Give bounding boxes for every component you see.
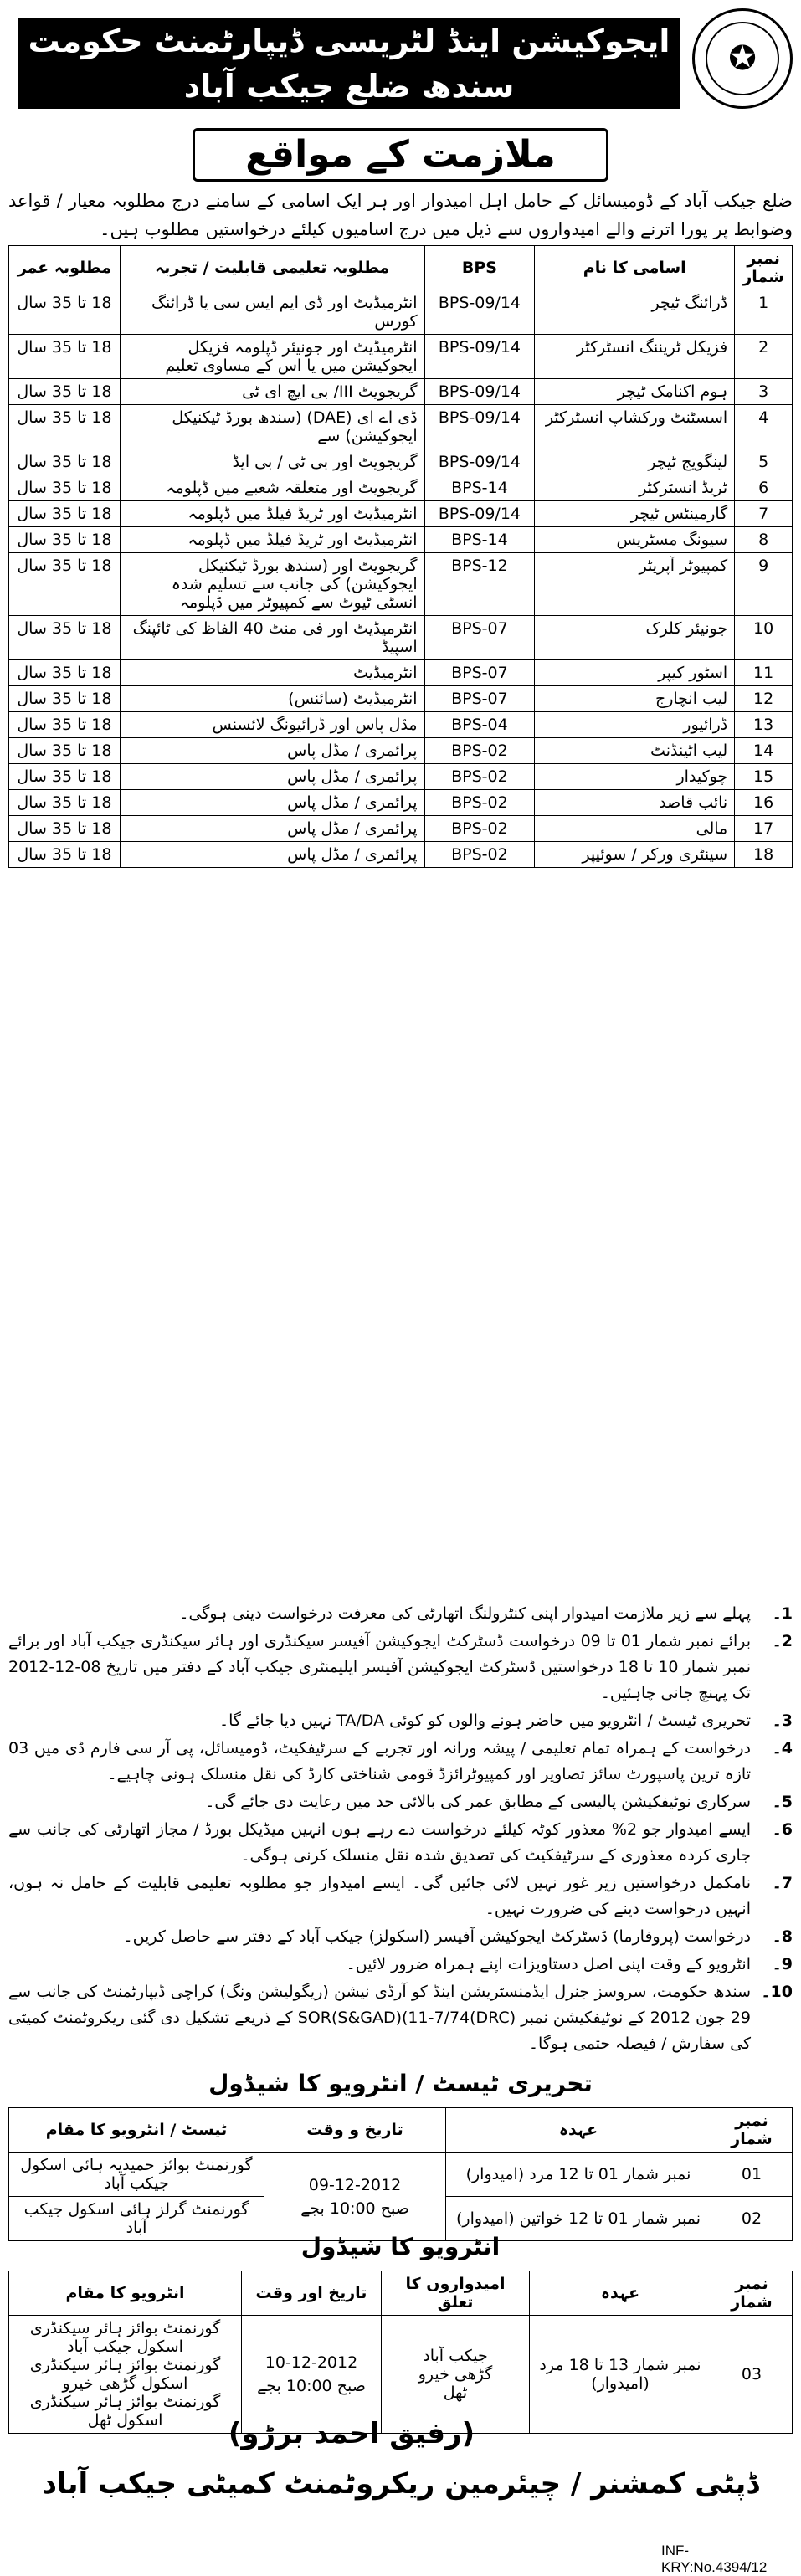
- interview-header-venue: انٹرویو کا مقام: [9, 2271, 242, 2316]
- job-name: اسسٹنٹ ورکشاپ انسٹرکٹر: [535, 405, 735, 449]
- job-name: نائب قاصد: [535, 790, 735, 816]
- job-no: 8: [735, 527, 793, 553]
- job-no: 4: [735, 405, 793, 449]
- job-age: 18 تا 35 سال: [9, 335, 121, 379]
- signatory-name: (رفیق احمد برڑو): [228, 2417, 475, 2450]
- job-bps: BPS-04: [424, 712, 535, 738]
- job-qualification: ڈی اے ای (DAE) (سندھ بورڈ ٹیکنیکل ایجوکیشن) سے: [120, 405, 424, 449]
- job-age: 18 تا 35 سال: [9, 816, 121, 842]
- table-row: [9, 2316, 793, 2434]
- condition-number: 2۔: [772, 1632, 793, 1650]
- venue-item: گورنمنٹ بوائز ہائر سیکنڈری اسکول جیکب آباد: [29, 2319, 221, 2356]
- table-row: [9, 405, 793, 449]
- job-qualification: گریجویٹ اور (سندھ بورڈ ٹیکنیکل ایجوکیشن) کی جانب سے تسلیم شدہ انسٹی ٹیوٹ سے کمپیوٹر میں ڈپلومہ: [120, 553, 424, 616]
- job-age: 18 تا 35 سال: [9, 660, 121, 686]
- intro-text: ضلع جیکب آباد کے ڈومیسائل کے حامل اہل امیدوار اور ہر ایک اسامی کے سامنے درج مطلوبہ معیار / قواعد وضوابط پر پورا اترنے والے امیدواروں سے ذیل میں درج اسامیوں کیلئے درخواستیں مطلوب ہیں۔: [8, 191, 793, 239]
- condition-text: درخواست کے ہمراہ تمام تعلیمی / پیشہ ورانہ اور تجربے کے سرٹیفکیٹ، ڈومیسائل، پی آر سی فارم ڈی میں 03 تازہ ترین پاسپورٹ سائز تصاویر اور کمپیوٹرائزڈ قومی شناختی کارڈ کی نقل منسلک ہونی چاہیے۔: [8, 1739, 751, 1783]
- job-bps: BPS-14: [424, 475, 535, 501]
- job-no: 2: [735, 335, 793, 379]
- condition-number: 5۔: [772, 1793, 793, 1811]
- job-qualification: گریجویٹ اور بی ٹی / بی ایڈ: [120, 449, 424, 475]
- job-bps: BPS-09/14: [424, 405, 535, 449]
- test-header-venue: ٹیسٹ / انٹرویو کا مقام: [9, 2108, 264, 2153]
- interview-row-venues: [9, 2316, 242, 2434]
- header-age: مطلوبہ عمر: [9, 246, 121, 290]
- table-row: [9, 335, 793, 379]
- table-row: [9, 842, 793, 868]
- job-bps: BPS-14: [424, 527, 535, 553]
- job-qualification: پرائمری / مڈل پاس: [120, 816, 424, 842]
- job-qualification: انٹرمیڈیٹ اور ڈی ایم ایس سی یا ڈرائنگ کورس: [120, 290, 424, 335]
- job-age: 18 تا 35 سال: [9, 712, 121, 738]
- job-age: 18 تا 35 سال: [9, 738, 121, 764]
- condition-number: 3۔: [772, 1711, 793, 1730]
- test-header-date: تاریخ و وقت: [264, 2108, 446, 2153]
- job-age: 18 تا 35 سال: [9, 449, 121, 475]
- test-row-datetime: [264, 2153, 446, 2241]
- job-no: 17: [735, 816, 793, 842]
- condition-text: درخواست (پروفارما) ڈسٹرکٹ ایجوکیشن آفیسر (اسکولز) جیکب آباد کے دفتر سے حاصل کریں۔: [123, 1927, 751, 1946]
- table-row: [9, 738, 793, 764]
- relation-item: ٹھل: [443, 2384, 468, 2402]
- job-bps: BPS-07: [424, 686, 535, 712]
- banner-wrap: [8, 128, 793, 178]
- test-date: 09-12-2012: [308, 2175, 402, 2194]
- jobs-banner: ملازمت کے مواقع: [193, 128, 608, 182]
- condition-text: ایسے امیدوار جو 2% معذور کوٹہ کیلئے درخواست دے رہے ہوں انہیں میڈیکل بورڈ / مجاز اتھارٹی کی جانب سے جاری کردہ معذوری کے سرٹیفکیٹ کی تصدیق شدہ نقل منسلک کرنی ہوگی۔: [8, 1820, 751, 1865]
- test-header-post: عہدہ: [446, 2108, 711, 2153]
- job-bps: BPS-09/14: [424, 501, 535, 527]
- job-age: 18 تا 35 سال: [9, 379, 121, 405]
- interview-date: 10-12-2012: [264, 2353, 358, 2372]
- header: [8, 7, 793, 124]
- condition-number: 4۔: [772, 1739, 793, 1758]
- job-qualification: گریجویٹ اور متعلقہ شعبے میں ڈپلومہ: [120, 475, 424, 501]
- department-title: ایجوکیشن اینڈ لٹریسی ڈیپارٹمنٹ حکومت سندھ ضلع جیکب آباد: [18, 18, 680, 109]
- table-row: [9, 379, 793, 405]
- job-no: 3: [735, 379, 793, 405]
- advertisement-page: [8, 7, 793, 2575]
- interview-header-post: عہدہ: [530, 2271, 711, 2316]
- job-name: ڈرائیور: [535, 712, 735, 738]
- condition-text: برائے نمبر شمار 01 تا 09 درخواست ڈسٹرکٹ ایجوکیشن آفیسر سیکنڈری اور ہائر سیکنڈری جیکب آباد اور برائے نمبر شمار 10 تا 18 درخواستیں ڈسٹرکٹ ایجوکیشن آفیسر ایلیمنٹری جیکب آباد کے دفتر میں تاریخ 08-12-2012 تک پہنچ جانی چاہئیں۔: [8, 1632, 752, 1702]
- table-row: [9, 527, 793, 553]
- interview-row-relations: [382, 2316, 530, 2434]
- condition-item: [8, 1817, 793, 1869]
- test-row-post: نمبر شمار 01 تا 12 خواتین (امیدوار): [446, 2197, 711, 2241]
- condition-text: تحریری ٹیسٹ / انٹرویو میں حاضر ہونے والوں کو کوئی TA/DA نہیں دیا جائے گا۔: [219, 1711, 751, 1730]
- relation-item: گڑھی خیرو: [418, 2365, 493, 2384]
- interview-row-no: 03: [711, 2316, 793, 2434]
- header-name: اسامی کا نام: [535, 246, 735, 290]
- condition-number: 10۔: [761, 1983, 793, 2001]
- test-row-venue: گورنمنٹ بوائز حمیدیہ ہائی اسکول جیکب آباد: [9, 2153, 264, 2197]
- test-schedule-table: [8, 2107, 793, 2241]
- condition-item: [8, 1708, 793, 1734]
- interview-schedule-title: انٹرویو کا شیڈول: [300, 2233, 501, 2260]
- job-no: 5: [735, 449, 793, 475]
- condition-number: 8۔: [772, 1927, 793, 1946]
- condition-text: انٹرویو کے وقت اپنی اصل دستاویزات اپنے ہمراہ ضرور لائیں۔: [346, 1955, 751, 1973]
- condition-item: [8, 1924, 793, 1950]
- job-bps: BPS-09/14: [424, 290, 535, 335]
- job-qualification: انٹرمیڈیٹ اور فی منٹ 40 الفاظ کی ٹائپنگ اسپیڈ: [120, 616, 424, 660]
- condition-number: 9۔: [772, 1955, 793, 1973]
- job-no: 13: [735, 712, 793, 738]
- test-row-post: نمبر شمار 01 تا 12 مرد (امیدوار): [446, 2153, 711, 2197]
- condition-text: نامکمل درخواستیں زیر غور نہیں لائی جائیں گی۔ ایسے امیدوار جو مطلوبہ تعلیمی قابلیت کے حامل نہ ہوں، انہیں درخواست دینے کی ضرورت نہیں۔: [8, 1874, 751, 1918]
- job-name: سینٹری ورکر / سوئیپر: [535, 842, 735, 868]
- job-qualification: پرائمری / مڈل پاس: [120, 764, 424, 790]
- interview-schedule-header-row: [9, 2271, 793, 2316]
- condition-item: [8, 1979, 793, 2057]
- jobs-table: [8, 245, 793, 868]
- job-name: لیب انچارج: [535, 686, 735, 712]
- job-age: 18 تا 35 سال: [9, 616, 121, 660]
- table-row: [9, 712, 793, 738]
- header-no: نمبر شمار: [735, 246, 793, 290]
- relation-item: جیکب آباد: [423, 2347, 488, 2365]
- condition-item: [8, 1629, 793, 1706]
- job-qualification: انٹرمیڈیٹ اور جونیئر ڈپلومہ فزیکل ایجوکیشن میں یا اس کے مساوی تعلیم: [120, 335, 424, 379]
- test-header-no: نمبر شمار: [711, 2108, 793, 2153]
- job-name: فزیکل ٹریننگ انسٹرکٹر: [535, 335, 735, 379]
- test-row-no: 02: [711, 2197, 793, 2241]
- job-name: کمپیوٹر آپریٹر: [535, 553, 735, 616]
- job-bps: BPS-09/14: [424, 335, 535, 379]
- condition-item: [8, 1601, 793, 1627]
- job-age: 18 تا 35 سال: [9, 405, 121, 449]
- condition-text: سرکاری نوٹیفکیشن پالیسی کے مطابق عمر کی بالائی حد میں رعایت دی جائے گی۔: [205, 1793, 751, 1811]
- job-no: 18: [735, 842, 793, 868]
- interview-header-date: تاریخ اور وقت: [242, 2271, 382, 2316]
- test-schedule-header-row: [9, 2108, 793, 2153]
- job-name: لینگویج ٹیچر: [535, 449, 735, 475]
- test-time: صبح 10:00 بجے: [300, 2199, 409, 2218]
- header-bps: BPS: [424, 246, 535, 290]
- jobs-body: [9, 290, 793, 868]
- job-bps: BPS-12: [424, 553, 535, 616]
- job-age: 18 تا 35 سال: [9, 790, 121, 816]
- job-qualification: انٹرمیڈیٹ اور ٹریڈ فیلڈ میں ڈپلومہ: [120, 527, 424, 553]
- job-no: 9: [735, 553, 793, 616]
- interview-schedule-table: [8, 2271, 793, 2434]
- table-row: [9, 764, 793, 790]
- condition-text: پہلے سے زیر ملازمت امیدوار اپنی کنٹرولنگ اتھارٹی کی معرفت درخواست دینی ہوگی۔: [179, 1604, 751, 1623]
- test-schedule-title: تحریری ٹیسٹ / انٹرویو کا شیڈول: [208, 2070, 593, 2097]
- job-no: 1: [735, 290, 793, 335]
- job-name: مالی: [535, 816, 735, 842]
- job-qualification: انٹرمیڈیٹ (سائنس): [120, 686, 424, 712]
- table-row: [9, 553, 793, 616]
- job-no: 11: [735, 660, 793, 686]
- job-qualification: گریجویٹ III/ بی ایچ ای ٹی: [120, 379, 424, 405]
- interview-header-no: نمبر شمار: [711, 2271, 793, 2316]
- job-bps: BPS-02: [424, 764, 535, 790]
- table-row: [9, 2153, 793, 2197]
- table-row: [9, 290, 793, 335]
- job-qualification: مڈل پاس اور ڈرائیونگ لائسنس: [120, 712, 424, 738]
- job-name: اسٹور کیپر: [535, 660, 735, 686]
- job-no: 14: [735, 738, 793, 764]
- job-bps: BPS-02: [424, 842, 535, 868]
- interview-time: صبح 10:00 بجے: [257, 2377, 366, 2395]
- table-row: [9, 816, 793, 842]
- job-bps: BPS-07: [424, 616, 535, 660]
- job-name: سیونگ مسٹریس: [535, 527, 735, 553]
- job-no: 15: [735, 764, 793, 790]
- interview-header-relation: امیدواروں کا تعلق: [382, 2271, 530, 2316]
- job-no: 16: [735, 790, 793, 816]
- condition-item: [8, 1870, 793, 1922]
- signatory-designation: ڈپٹی کمشنر / چیئرمین ریکروٹمنٹ کمیٹی جیکب آباد: [42, 2467, 759, 2501]
- job-bps: BPS-02: [424, 816, 535, 842]
- reference-number: INF-KRY:No.4394/12: [661, 2543, 768, 2575]
- jobs-header-row: [9, 246, 793, 290]
- condition-item: [8, 1736, 793, 1788]
- job-age: 18 تا 35 سال: [9, 842, 121, 868]
- conditions-list: [8, 1601, 793, 2059]
- condition-item: [8, 1952, 793, 1978]
- job-bps: BPS-02: [424, 738, 535, 764]
- job-qualification: پرائمری / مڈل پاس: [120, 738, 424, 764]
- job-name: ڈرائنگ ٹیچر: [535, 290, 735, 335]
- job-name: چوکیدار: [535, 764, 735, 790]
- table-row: [9, 686, 793, 712]
- job-name: جونیئر کلرک: [535, 616, 735, 660]
- job-name: ٹریڈ انسٹرکٹر: [535, 475, 735, 501]
- job-name: ہوم اکنامک ٹیچر: [535, 379, 735, 405]
- condition-number: 7۔: [772, 1874, 793, 1892]
- job-bps: BPS-07: [424, 660, 535, 686]
- test-row-no: 01: [711, 2153, 793, 2197]
- condition-item: [8, 1789, 793, 1815]
- job-age: 18 تا 35 سال: [9, 501, 121, 527]
- job-no: 6: [735, 475, 793, 501]
- job-age: 18 تا 35 سال: [9, 764, 121, 790]
- interview-row-datetime: [242, 2316, 382, 2434]
- table-row: [9, 475, 793, 501]
- job-age: 18 تا 35 سال: [9, 290, 121, 335]
- condition-number: 6۔: [772, 1820, 793, 1839]
- table-row: [9, 616, 793, 660]
- job-no: 12: [735, 686, 793, 712]
- interview-row-post: نمبر شمار 13 تا 18 مرد (امیدوار): [530, 2316, 711, 2434]
- job-age: 18 تا 35 سال: [9, 527, 121, 553]
- job-name: گارمینٹس ٹیچر: [535, 501, 735, 527]
- job-age: 18 تا 35 سال: [9, 475, 121, 501]
- venue-item: گورنمنٹ بوائز ہائر سیکنڈری اسکول ٹھل: [29, 2393, 221, 2430]
- government-seal-icon: ✪: [692, 8, 793, 109]
- condition-text: سندھ حکومت، سروسز جنرل ایڈمنسٹریشن اینڈ کو آرڈی نیشن (ریگولیشن ونگ) کراچی ڈیپارٹمنٹ کی جانب سے 29 جون 2012 کے نوٹیفکیشن نمبر SOR(S&GAD)(11-7/74(DRC) کے ذریعے تشکیل دی گئی ریکروٹمنٹ کمیٹی کی سفارش / فیصلہ حتمی ہوگا۔: [8, 1983, 752, 2053]
- table-row: [9, 660, 793, 686]
- job-age: 18 تا 35 سال: [9, 686, 121, 712]
- header-qualification: مطلوبہ تعلیمی قابلیت / تجربہ: [120, 246, 424, 290]
- job-qualification: انٹرمیڈیٹ اور ٹریڈ فیلڈ میں ڈپلومہ: [120, 501, 424, 527]
- job-age: 18 تا 35 سال: [9, 553, 121, 616]
- job-qualification: انٹرمیڈیٹ: [120, 660, 424, 686]
- job-bps: BPS-09/14: [424, 379, 535, 405]
- table-row: [9, 790, 793, 816]
- job-qualification: پرائمری / مڈل پاس: [120, 790, 424, 816]
- job-bps: BPS-09/14: [424, 449, 535, 475]
- venue-item: گورنمنٹ بوائز ہائر سیکنڈری اسکول گڑھی خیرو: [29, 2356, 221, 2393]
- job-qualification: پرائمری / مڈل پاس: [120, 842, 424, 868]
- condition-number: 1۔: [772, 1604, 793, 1623]
- job-no: 7: [735, 501, 793, 527]
- table-row: [9, 501, 793, 527]
- job-no: 10: [735, 616, 793, 660]
- table-row: [9, 449, 793, 475]
- job-name: لیب اٹینڈنٹ: [535, 738, 735, 764]
- job-bps: BPS-02: [424, 790, 535, 816]
- test-row-venue: گورنمنٹ گرلز ہائی اسکول جیکب آباد: [9, 2197, 264, 2241]
